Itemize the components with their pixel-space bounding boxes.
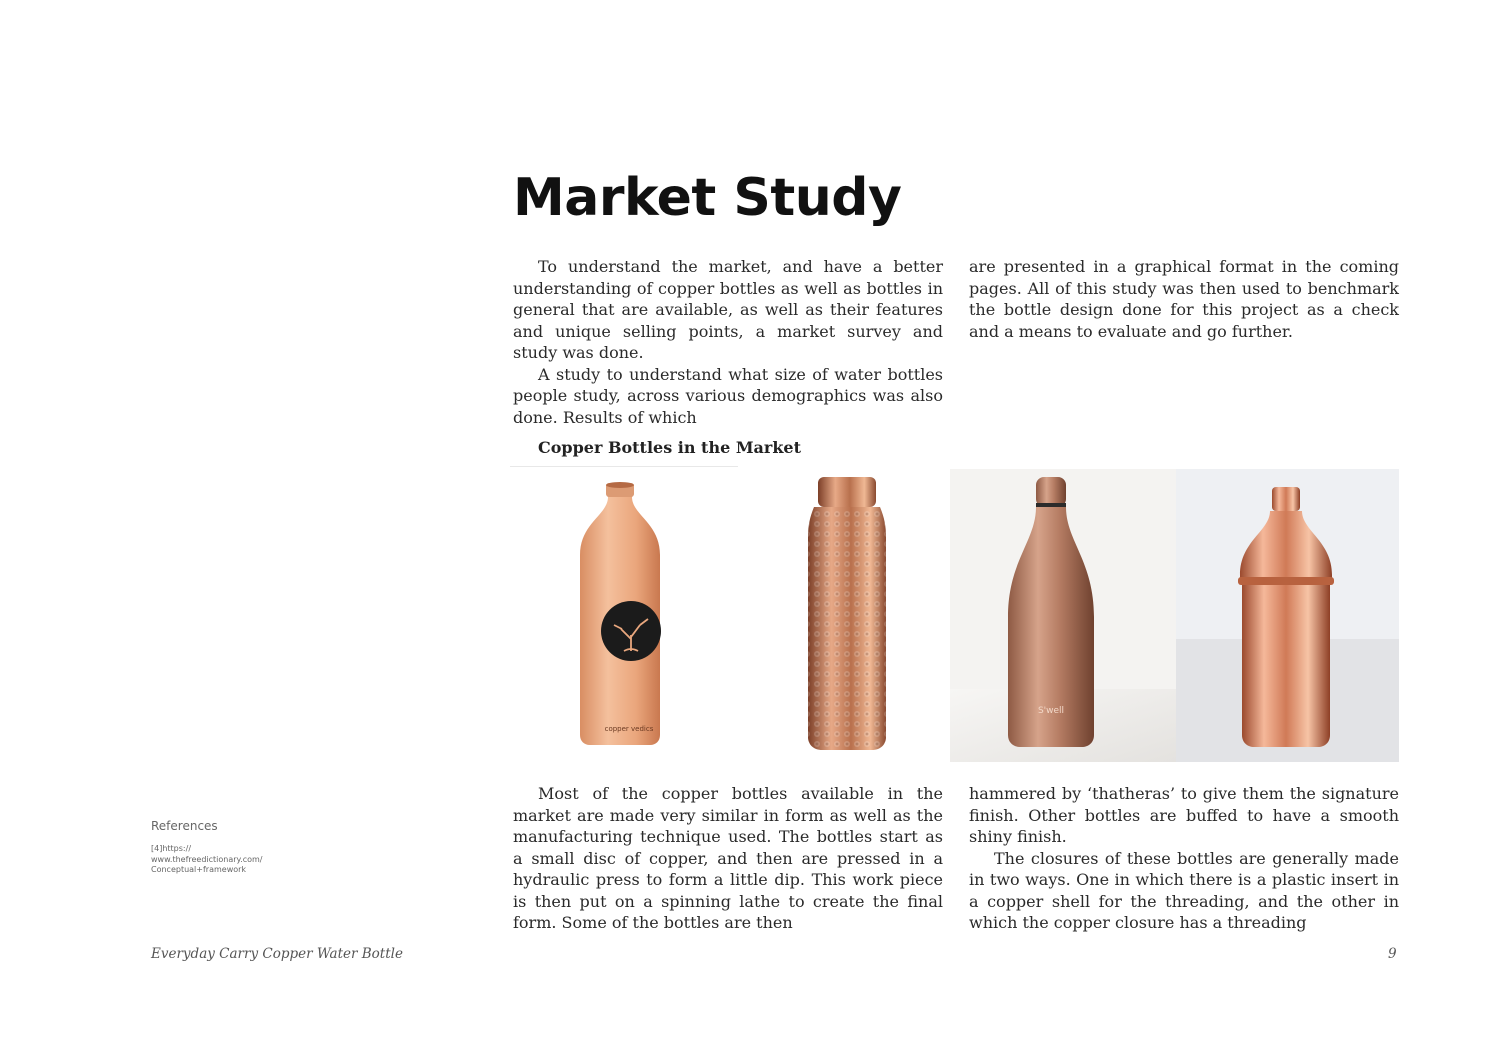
bottle-hammered-image [732, 469, 950, 762]
bottle-photo-swell [950, 469, 1176, 762]
intro-column-right [969, 256, 1399, 342]
intro-column-left [513, 256, 943, 428]
body-paragraph-manufacturing: Most of the copper bottles available in the market are made very similar in form as well as the manufacturing technique used. The bottles start as a small disc of copper, and then are pressed in a hydraulic press to form a little dip. This work piece is then put on a spinning lathe to create the final form. Some of the bottles are then [513, 784, 943, 932]
bottle-tall-shiny-image [1176, 469, 1399, 762]
references-label: References [151, 819, 218, 833]
bottle-photo-hammered [732, 469, 950, 762]
page-title: Market Study [513, 168, 902, 228]
body-column-right [969, 783, 1399, 934]
body-column-left [513, 783, 943, 934]
bottle-brand-text: copper vedics [604, 725, 654, 733]
page-number: 9 [1388, 946, 1397, 962]
body-paragraph-closures: The closures of these bottles are generally made in two ways. One in which there is a plastic insert in a copper shell for the threading, and the other in which the copper closure has a threading [969, 848, 1399, 932]
intro-paragraph-2: A study to understand what size of water bottles people study, across various demographics was also done. Results of which [513, 364, 943, 427]
bottle-photo-matte-copper [510, 469, 730, 762]
figure-heading: Copper Bottles in the Market [538, 438, 801, 457]
bottle-swell-image [950, 469, 1176, 762]
bottle-photo-tall-shiny [1176, 469, 1399, 762]
footer-document-title: Everyday Carry Copper Water Bottle [151, 946, 403, 962]
reference-link[interactable]: [4]https:// www.thefreedictionary.com/ Conceptual+framework [151, 844, 263, 874]
intro-paragraph-1: To understand the market, and have a better understanding of copper bottles as well as bottles in general that are available, as well as their features and unique selling points, a market survey and study was done. [513, 257, 943, 362]
figure-heading-rule [510, 466, 738, 467]
bottle-brand-text: S'well [1037, 706, 1065, 716]
body-paragraph-finish: hammered by ‘thatheras’ to give them the signature finish. Other bottles are buffed to have a smooth shiny finish. [969, 784, 1399, 846]
intro-paragraph-continued: are presented in a graphical format in the coming pages. All of this study was then used to benchmark the bottle design done for this project as a check and a means to evaluate and go further. [969, 257, 1399, 341]
bottle-matte-copper-image [510, 469, 730, 762]
references-text [151, 844, 351, 876]
